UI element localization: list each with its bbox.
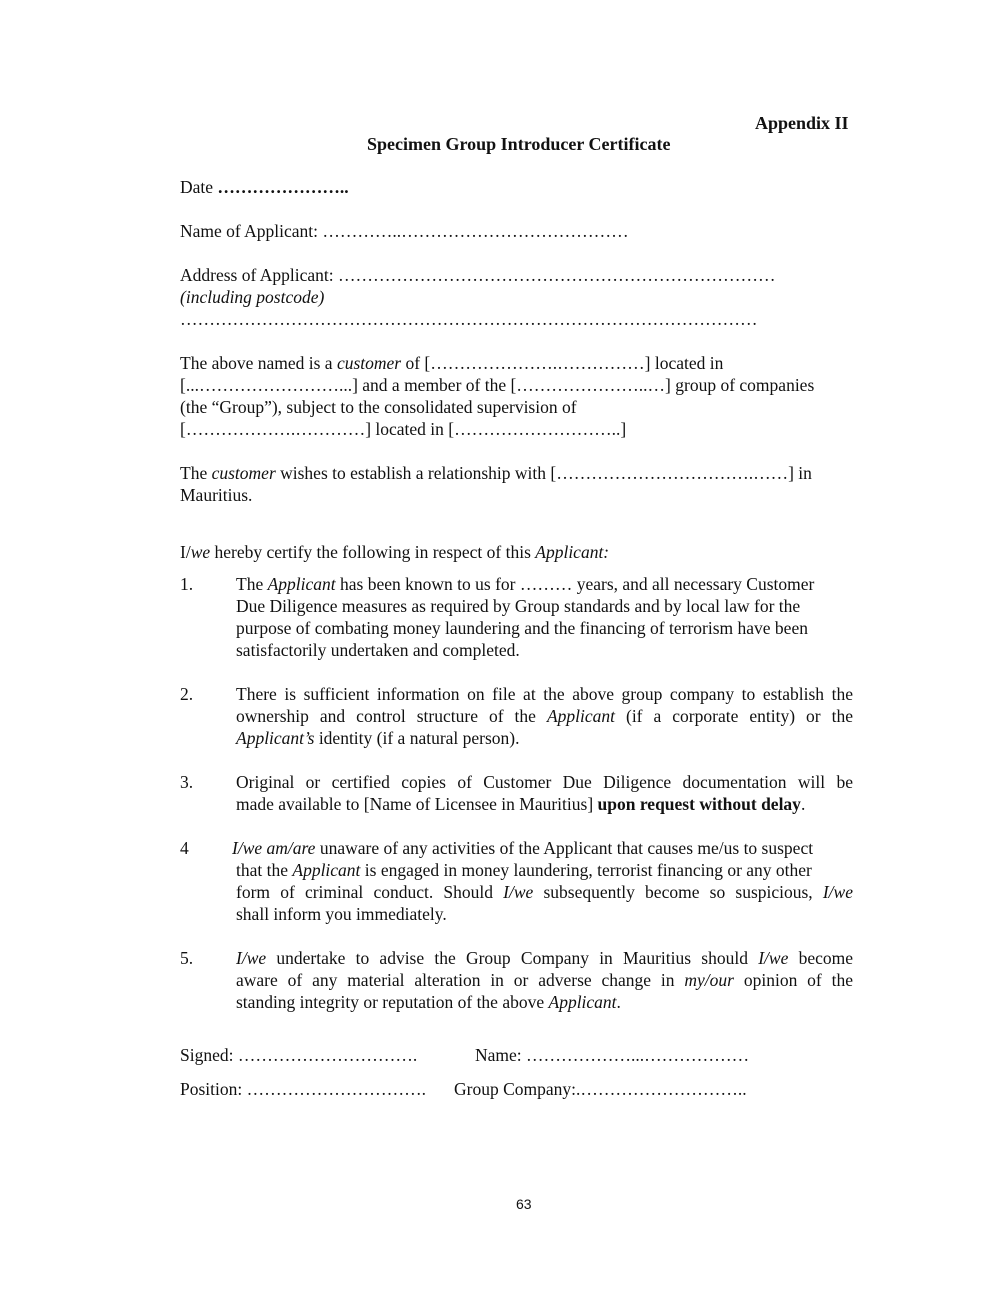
- page-number: 63: [516, 1196, 532, 1212]
- text-run-italic: Applicant:: [535, 542, 610, 562]
- text-run-italic: we: [190, 542, 211, 562]
- wishes-line-2: Mauritius.: [180, 485, 253, 505]
- text-run: I/: [180, 542, 191, 562]
- applicant-address-field: Address of Applicant: …………………………………………………………………: [180, 265, 776, 285]
- item-line: [236, 859, 853, 881]
- signer-name-field: Name: ………………...………………: [475, 1045, 750, 1065]
- item-number: 1.: [180, 574, 194, 594]
- text-run: of [………………….……………] located in: [401, 353, 724, 373]
- certify-line: [180, 541, 855, 563]
- text-run-italic: customer: [336, 353, 402, 373]
- list-item: [236, 683, 853, 749]
- certify-statement: [180, 541, 855, 563]
- text-run: become: [788, 948, 854, 968]
- item-line: satisfactorily undertaken and completed.: [236, 640, 520, 660]
- date-dots: …………………..: [217, 177, 349, 197]
- text-run: form of criminal conduct. Should: [236, 882, 504, 902]
- text-run: ownership and control structure of the: [236, 706, 547, 726]
- text-run: has been known to us for ……… years, and all necessary Customer: [335, 574, 815, 594]
- list-item: [236, 771, 853, 815]
- text-run: subsequently become so suspicious,: [533, 882, 823, 902]
- text-run-italic: I/we: [236, 948, 267, 968]
- text-run-italic: Applicant: [548, 992, 617, 1012]
- item-line: shall inform you immediately.: [236, 904, 447, 924]
- text-run: wishes to establish a relationship with […………………………….……] in: [275, 463, 812, 483]
- item-line: [236, 881, 853, 903]
- text-run-italic: customer: [211, 463, 276, 483]
- item-line: [236, 947, 853, 969]
- text-run-italic: my/our: [684, 970, 734, 990]
- text-run-italic: I/we am/are: [232, 838, 316, 858]
- signed-field: Signed: ………………………….: [180, 1045, 418, 1065]
- text-run: .: [800, 794, 806, 814]
- wishes-paragraph: [180, 462, 855, 506]
- item-line: [236, 727, 853, 749]
- date-label: Date: [180, 177, 214, 197]
- date-field: [180, 176, 349, 198]
- item-number: 2.: [180, 684, 194, 704]
- address-note: (including postcode): [180, 287, 325, 307]
- item-line: [236, 793, 853, 815]
- applicant-name-field: Name of Applicant: …………..…………………………………: [180, 221, 629, 241]
- item-line: There is sufficient information on file at the above group company to establish the: [236, 684, 853, 704]
- item-line: Due Diligence measures as required by Group standards and by local law for the: [236, 596, 801, 616]
- text-run: standing integrity or reputation of the above: [236, 992, 549, 1012]
- text-run: unaware of any activities of the Applicant that causes me/us to suspect: [315, 838, 814, 858]
- item-line: [232, 837, 853, 859]
- list-item: [232, 837, 853, 925]
- list-item: [236, 947, 853, 1013]
- customer-line-1: [180, 352, 855, 374]
- item-line: [236, 705, 853, 727]
- text-run-italic: Applicant: [546, 706, 615, 726]
- item-line: [236, 969, 853, 991]
- customer-line-2: [...……………………...] and a member of the […………………..…] group of companies: [180, 375, 815, 395]
- text-run-italic: Applicant: [267, 574, 336, 594]
- text-run: The: [180, 463, 212, 483]
- text-run-italic: I/we: [822, 882, 853, 902]
- item-number: 3.: [180, 772, 194, 792]
- customer-line-4: [……………….…………] located in [………………………..]: [180, 419, 627, 439]
- text-run-italic: Applicant’s: [236, 728, 315, 748]
- text-run: hereby certify the following in respect of this: [210, 542, 536, 562]
- customer-line-3: (the “Group”), subject to the consolidated supervision of: [180, 397, 577, 417]
- text-run: The: [236, 574, 268, 594]
- text-run: (if a corporate entity) or the: [614, 706, 853, 726]
- text-run: opinion of the: [733, 970, 853, 990]
- text-run: made available to [Name of Licensee in Mauritius]: [236, 794, 598, 814]
- text-run-italic: I/we: [503, 882, 534, 902]
- text-run: is engaged in money laundering, terrorist financing or any other: [360, 860, 812, 880]
- item-line: Original or certified copies of Customer Due Diligence documentation will be: [236, 772, 853, 792]
- text-run: .: [616, 992, 621, 1012]
- position-field: Position: ………………………….: [180, 1079, 426, 1099]
- text-run: The above named is a: [180, 353, 337, 373]
- appendix-label: Appendix II: [755, 113, 849, 133]
- text-run-italic: Applicant: [292, 860, 361, 880]
- address-dots: ………………………………………………………………………………………: [180, 309, 758, 329]
- text-run: undertake to advise the Group Company in Mauritius should: [266, 948, 759, 968]
- text-run: that the: [236, 860, 293, 880]
- item-line: [236, 991, 853, 1013]
- item-number: 5.: [180, 948, 194, 968]
- list-item: [236, 573, 853, 661]
- text-run-italic: I/we: [758, 948, 789, 968]
- group-company-field: Group Company:.………………………..: [454, 1079, 747, 1099]
- item-line: purpose of combating money laundering and the financing of terrorism have been: [236, 618, 808, 638]
- item-line: [236, 573, 853, 595]
- document-title: Specimen Group Introducer Certificate: [367, 134, 671, 154]
- customer-paragraph: [180, 352, 855, 440]
- item-number: 4: [180, 838, 189, 858]
- wishes-line-1: [180, 462, 855, 484]
- text-run: aware of any material alteration in or adverse change in: [236, 970, 685, 990]
- text-run-bold: upon request without delay: [597, 794, 801, 814]
- text-run: identity (if a natural person).: [314, 728, 520, 748]
